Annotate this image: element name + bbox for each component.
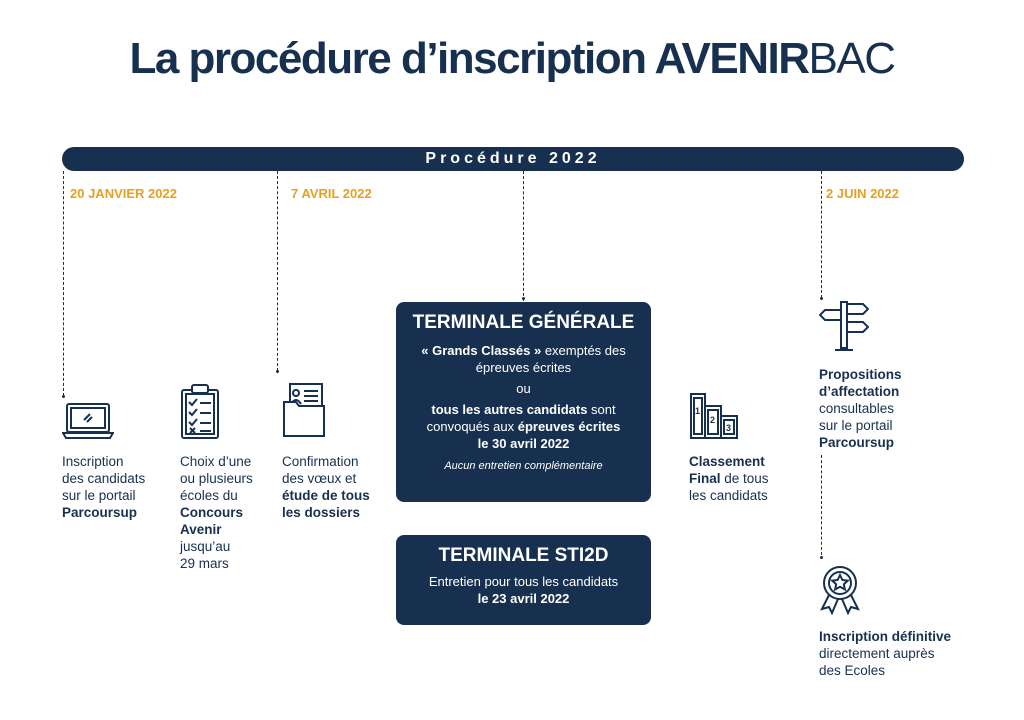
date-june: 2 JUIN 2022	[826, 186, 899, 201]
connector-dot	[276, 370, 279, 373]
podium-first-label: 1	[695, 406, 701, 416]
connector-line	[63, 171, 64, 396]
award-icon	[818, 565, 862, 615]
date-april: 7 AVRIL 2022	[291, 186, 372, 201]
step-inscription-definitive-text: Inscription définitive directement auprès des Ecoles	[819, 629, 952, 678]
signpost-icon	[819, 300, 869, 354]
podium-second-label: 2	[710, 415, 716, 425]
step-propositions-text: Propositions d’affectation consultables sur le portail Parcoursup	[819, 367, 902, 450]
date-january: 20 JANVIER 2022	[70, 186, 177, 201]
step-confirmation-text: Confirmation des vœux et étude de tous les dossiers	[282, 454, 370, 520]
step-inscription-text: Inscription des candidats sur le portail Parcoursup	[62, 454, 146, 520]
folder-profile-icon	[282, 382, 326, 440]
step-classement-text: Classement Final de tous les candidats	[689, 454, 769, 503]
laptop-icon	[62, 402, 114, 440]
podium-icon	[689, 390, 739, 440]
clipboard-icon	[180, 384, 220, 440]
connector-dot	[62, 395, 65, 398]
box-generale-title: TERMINALE GÉNÉRALE	[412, 312, 635, 333]
box-sti2d-title: TERMINALE STI2D	[438, 545, 609, 566]
connector-dot	[820, 556, 823, 559]
step-choix-text: Choix d’une ou plusieurs écoles du Concours Avenir jusqu’au 29 mars	[180, 454, 253, 571]
connector-line	[277, 171, 278, 371]
connector-line	[821, 455, 822, 555]
connector-dot	[522, 297, 525, 300]
page-title: La procédure d’inscription AVENIRBAC	[129, 34, 895, 83]
podium-third-label: 3	[726, 423, 732, 433]
connector-line	[821, 171, 822, 298]
box-terminale-generale: TERMINALE GÉNÉRALE « Grands Classés » exemptés des épreuves écrites ou tous les autres candidats sont convoqués aux épreuves écrites le 30 avril 2022 Aucun entretien complémentaire	[396, 302, 651, 502]
box-terminale-sti2d: TERMINALE STI2D Entretien pour tous les candidats le 23 avril 2022	[396, 535, 651, 625]
timeline-bar: Procédure 2022	[62, 147, 964, 171]
connector-line	[523, 171, 524, 301]
